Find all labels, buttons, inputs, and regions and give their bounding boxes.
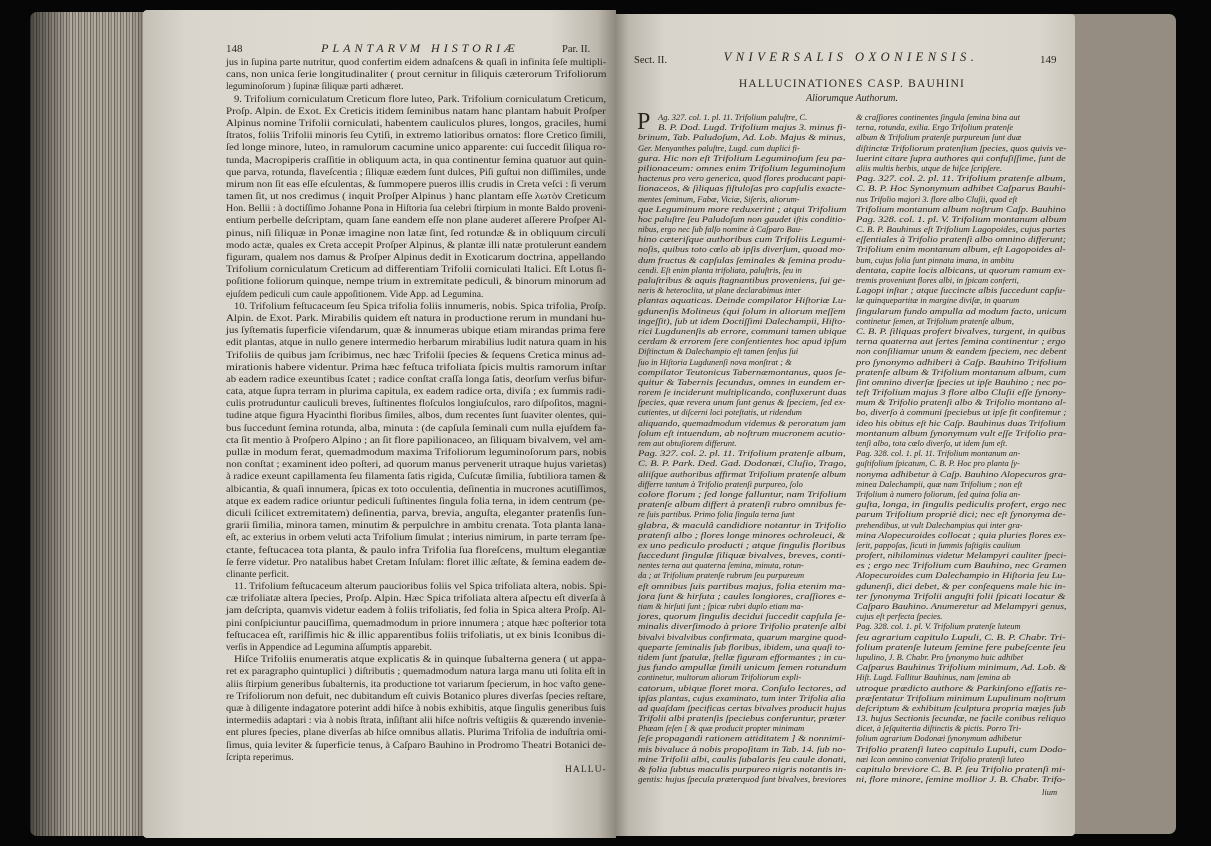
text-line: deſcriptum & exhibitum ſculptura propria mæjes ſub	[856, 702, 1066, 713]
text-line: 9. Trifolium corniculatum Creticum flore luteo, Park. Trifolium corniculatum Creticum,	[234, 93, 607, 105]
text-line: 13. hujus Sectionis ſecundæ, ne facile conibus reliquo	[856, 713, 1066, 724]
text-line: aliis ſtirpium generibus ſubalternis, ita productione tot variarum ſpecierum, in hoc vaſto gene-	[226, 678, 606, 690]
text-line: ſed longe minore, luteo, in ramulorum cacumine unico apparente: cui ſuccedit ſiliqua ro-	[226, 142, 606, 154]
text-line: nonyma adhibetur à Caſp. Bauhino Alopecuros gra-	[856, 468, 1067, 479]
text-line: ſe ferre videtur. Pro natalibus habet Cretam Inſulam: floret illic æſtate, & ſemina eadem de-	[226, 556, 606, 568]
right-page-number: 149	[1040, 54, 1057, 66]
text-line: ad quaſdam ſpecificas certas bivalves producit hujus	[638, 702, 847, 713]
text-line: ſtratos, foliis Trifolii minoris ſeu Cytiſi, in extremo latioribus ornatos: flore Cretico ſimili,	[226, 130, 606, 142]
text-line: gura. Hic non eſt Trifolium Leguminoſum ſeu pa-	[638, 152, 846, 163]
text-line: Alopecuroides cum Dalechampio in Hiſtoria ſeu Lu-	[856, 570, 1066, 581]
text-line: C. B. P. Park. Ded. Gad. Dodonæi, Cluſio, Trago,	[638, 458, 847, 469]
text-line: differre tantum à Trifolio pratenſi purpureo, ſolo	[638, 478, 803, 489]
text-line: C. B. P. Bauhinus eſt Trifolium Lagopoides, cujus partes	[856, 224, 1066, 235]
text-line: jus fundo ampullæ ſimili unicum ſemen rotundum	[638, 662, 847, 673]
text-line: jores, quorum ſingulis decidui ſuccedit capſula ſe-	[638, 611, 846, 622]
text-line: re ſuis partibus. Primo folia ſingula terna ſunt	[638, 509, 795, 520]
text-line: plantas aquaticas. Deinde compilator Hiſtoriæ Lu-	[638, 295, 847, 306]
text-line: Trifolium corniculatum Creticum ad differentiam Trifolii corniculati Italici. Eſt Lotus ſi-	[226, 264, 607, 276]
text-line: Trifolio pratenſi luteo capitulo Lupuli, cum Dodo-	[856, 743, 1067, 754]
text-line: hactenus pro vero generica, quod flores producant papi-	[638, 173, 846, 184]
text-line: ret ex paragrapho quintuplici ) diſtributis ; quemadmodum natura larga manu uti ſolita eſt in	[226, 666, 606, 678]
text-line: non conſiliamur unum & eandem ſpeciem, nec debent	[856, 346, 1067, 357]
text-line: ctante, feſtucacea tota planta, & paulo infra Trifolia ſua floreſcens, multum elegantiæ	[226, 544, 607, 556]
text-line: Lagopi inſtar ; atque ſuccincte albis ſuccedunt capſu-	[856, 285, 1066, 296]
text-line: tiam & hirſuti ſunt ; ſpicæ rubri duplo etiam ma-	[638, 601, 804, 611]
text-line: C. B. P. ſiliquas profert bivalves, turgent, in quibus	[856, 325, 1066, 336]
text-line: dentata, capite locis albicans, ut quorum ramum ex-	[856, 264, 1066, 275]
text-line: cutientes, ut diſcerni loci poteſtatis, ut ridendum	[638, 407, 802, 418]
text-line: pratenſe album & Trifolium montanum album, cum	[856, 366, 1067, 377]
text-line: rici Lugdunenſis ab errore, communi tamen ubique	[638, 325, 847, 336]
text-line: ab eadem radice exeuntibus ſcatet ; radice conſtat craſſa longa ſatis, deorſum verſus bifur-	[226, 373, 607, 385]
text-line: Caſparus Bauhinus Trifolium minimum, Ad. Lob. &	[856, 662, 1067, 673]
section-subheading: Aliorumque Authorum.	[805, 93, 899, 104]
text-line: continetur ſemen, at Trifolium pratenſe album,	[856, 315, 1014, 326]
left-catchword: HALLU-	[565, 764, 607, 775]
text-line: teſt Trifolium majus 3 flore albo Cluſii eſſe ſynony-	[856, 387, 1067, 398]
text-line: edit plantas, atque in nullo genere intermedio herbarum mirabilius ludit natura quam in his	[226, 337, 607, 349]
text-line: catorum, ubique floret mora. Conſulo lectores, ad	[638, 682, 847, 693]
text-line: ſuo in Hiſtoria Lugdunenſi nova monſtrat ; &	[638, 356, 792, 367]
text-line: entium perbelle deſcriptam, quam ſane eandem eſſe non plane auderet aſſerere Proſper Al-	[226, 215, 607, 227]
left-part-label: Par. II.	[562, 44, 591, 55]
text-line: parum Trifolium propriè dici; nec eſt ſynonyma de-	[856, 509, 1066, 520]
text-line: mirationis habere videntur. Prima hæc feſtuca trifoliata ſpicis multis ramorum inſtar	[226, 361, 606, 373]
text-line: ſeſe propagandi rationem attiditatem ] & nonnimi-	[638, 733, 846, 744]
text-line: profert, nihilominus videtur Melampyri cauliter ſpeci-	[856, 550, 1067, 561]
text-line: re Trifoliorum non defuit, nec dubitandum eſt cuivis Botanico plures diverſas ſpecies reſtare,	[226, 690, 606, 702]
text-line: terna, rotunda, exilia. Ergo Trifolium pratenſe	[856, 122, 1014, 133]
text-line: diculi ſcilicet extremitatem) deſinentia, parva, brevia, anguſta, eleganter pratenſis ſun-	[226, 507, 606, 519]
right-catchword: lium	[1042, 787, 1058, 797]
text-line: & craſſiores continentes ſingula ſemina bina aut	[856, 112, 1021, 122]
text-line: ter ſynonyma Trifolii anguſti folii ſpicati locatur &	[856, 590, 1066, 601]
text-line: grarii ſimilia, minora tamen, minutim & perpulchre in ambitu crenata. Tota planta lana-	[226, 520, 606, 532]
text-line: atque ex eadem radice oriuntur pediculi ſuſtinentes ſingula folia terna, in idem centrum (pe-	[226, 495, 606, 507]
text-line: prehendibus, ut vult Dalechampius qui inter gra-	[856, 519, 1023, 530]
left-page-number: 148	[226, 43, 243, 55]
text-line: eſt, ac exterius in orbem veluti acta Trifolium ſimulat ; interius nimirum, in parte terram ſpe-	[226, 532, 606, 544]
text-line: guſta, longa, in ſingulis pediculis profert, ergo nec	[856, 499, 1067, 510]
text-line: ent plures ſpecies, plane diverſas ab hiſce omnibus allatis. Plurima Trifolia de induſtria omi-	[226, 727, 607, 739]
text-line: capitulo breviore C. B. P. ſeu Trifolio pratenſi mi-	[856, 764, 1066, 774]
right-column-2	[856, 112, 1066, 784]
text-line: pinus, niſi ſiliquæ in Ponæ imagine non latæ ſint, ſed rotundæ & in obliquum circuli	[226, 227, 606, 239]
text-line: aliiſque authoribus affirmat Trifolium pratenſe album	[638, 468, 847, 479]
text-line: ejuſdem pediculi cum caule appoſitionem. Vide App. ad Legumina.	[226, 288, 484, 300]
text-line: aliis multis herbis, utque de hiſce ſcripſere.	[856, 162, 1003, 173]
text-line: pro ſynonymo adhiberi à Caſp. Bauhino Trifolium	[856, 356, 1067, 367]
drop-cap: P	[637, 109, 651, 135]
text-line: hino cæteriſque authoribus cum Trifoliis Legumi-	[638, 234, 846, 245]
text-line: B. P. Dod. Lugd. Trifolium majus 3. minus fi-	[658, 122, 847, 133]
text-line: Ger. Menyanthes paluſtre, Lugd. cum duplici fi-	[638, 142, 800, 153]
text-line: næi Icon omnino conveniat Trifolio pratenſi luteo	[856, 753, 1025, 764]
text-line: rorem ſe inciderunt multiplicando, confluxerunt duas	[638, 387, 847, 398]
text-line: à radice exeunt capillamenta ſeu filamenta ſatis rigida, Cuſcutæ ſimilia, ſubtiliora tamen &	[226, 471, 607, 483]
text-line: Pag. 328. col. 1. pl. V. Trifolium montanum album	[856, 213, 1067, 224]
text-line: ſint omnino diverſæ ſpecies ut ipſe Bauhino ; nec po-	[856, 376, 1067, 387]
text-line: 10. Trifolium feſtucaceum ſeu Spica trifolia foliis innumeris, nobis. Spica trifolia, Proſp.	[234, 300, 606, 312]
text-line: Trifolium montanum album noſtrum Caſp. Bauhino	[856, 203, 1066, 214]
text-line: verſis in Appendice ad Legumina aſſumptis apparebit.	[226, 642, 432, 653]
text-line: album & Trifolium pratenſe purpureum ſunt duæ	[856, 132, 1022, 143]
text-line: ni, flore minore, ſemine mollior J. B. Chabr. Trifo-	[856, 774, 1066, 785]
text-line: 11. Trifolium feſtucaceum alterum paucioribus foliis vel Spica trifoliata altera, nobis. Spi-	[234, 581, 607, 593]
left-page-text	[226, 57, 606, 764]
text-line: compilator Teutonicus Tabernæmontanus, quos ſe-	[638, 366, 846, 377]
text-line: modo actæ, quales ex Creta accepit Proſper Alpinus, & plantæ illi natæ protulerunt eandem	[226, 239, 607, 251]
text-line: Trifolium à numero foliorum, ſed quina folia an-	[856, 488, 1021, 499]
text-line: bum, cujus folia ſunt pinnata imana, in ambitu	[856, 254, 1014, 265]
text-line: ſcripta reperimus.	[226, 751, 294, 763]
text-line: minalis diverſimodo à priore Trifolio pratenſe albi	[638, 621, 847, 632]
text-line: neris & heteroclita, ut plane declarabimus inter	[638, 285, 801, 296]
text-line: cans, non unica ſerie longitudinaliter ( prout cernitur in ſiliquis cæterorum Trifoliorum	[226, 69, 607, 81]
text-line: cendi. Eſt enim planta trifoliata, paluſtris, ſeu in	[638, 264, 802, 275]
right-running-title: VNIVERSALIS OXONIENSIS.	[723, 50, 979, 64]
left-running-title: PLANTARVM HISTORIÆ	[321, 41, 519, 55]
text-line: læ quinquepartitæ in margine diviſæ, in quarum	[856, 295, 1020, 306]
text-line: luerint citare ſupra authores qui confuſiſſime, ſunt de	[856, 152, 1066, 163]
text-line: tenſi albo, tota cœlo diverſo, ut idem ſum eſt.	[856, 438, 1008, 448]
text-line: gdunenſis Molineus (qui ſolum in aliorum meſſem	[638, 305, 846, 316]
text-line: tremis proveniunt flores albi, in ſpicam conferti,	[856, 275, 1019, 285]
text-line: nibus, ergo nec ſub falſo nomine à Caſparo Bau-	[638, 224, 803, 235]
text-line: diſtinctæ Trifoliorum pratenſium ſpecies, quos quivis ve-	[856, 142, 1067, 153]
left-page-edges	[30, 12, 148, 836]
text-line: lupulino, J. B. Chabr. Pro ſynonymo huic adhibet	[856, 651, 1024, 662]
text-line: dicet, à ſeſquitertia diſtinctis & pictis. Porro Tri-	[856, 723, 1022, 734]
text-line: continetur, multorum aliorum Trifoliorum expli-	[638, 672, 802, 683]
text-line: jam deſcripta, quamvis videtur eadem à foliis trifoliatis, ſed folia in Spica altera Proſp. Al-	[226, 605, 607, 617]
text-line: cta ſit mentio à Proſpero Alpino ; an ſit flore papilionaceo, an ſiliquam bivalvem, vel am-	[226, 434, 607, 446]
text-line: Proſp. Alpin. de Exot. Ex Creticis itidem ſeminibus natam hanc plantam habuit Proſper	[226, 105, 606, 117]
text-line: mine Trifolii albi, caulis ſubalaris ſeu caule donati,	[638, 753, 847, 764]
text-line: non conſtat ; examinent ideo poſteri, ad quorum manus pervenerit utraque hujus varietas)	[226, 459, 607, 471]
text-line: Diſtinctum & Dalechampio eſt tamen ſenſus ſui	[638, 346, 799, 357]
text-line: gdunenſi, dici debet, & per conſequens male hic in-	[856, 580, 1066, 591]
text-line: da ; at Trifolium pratenſe rubrum ſeu purpureum	[638, 570, 805, 581]
text-line: pullæ in modum ferat, quemadmodum maxima Trifoliorum leguminoſorum pars, nobis	[226, 447, 607, 458]
text-line: nentes terna aut quaterna ſemina, minuta, rotun-	[638, 560, 804, 571]
text-line: glabra, & maculâ candidiore notantur in Trifolio	[638, 519, 847, 530]
text-line: feſtucacea eſt, rariſſimis hic & illic apparentibus foliis trifoliatis, ut ex binis Iconibus di-	[226, 629, 606, 641]
text-line: Hiſce Trifoliis enumeratis atque explicatis & in quinque ſubalterna genera ( ut appa-	[234, 654, 606, 666]
text-line: albicantia, & quaſi innumera, ſpicas ex toto occulentia, deſinentia in mucrones acutiſſimos,	[226, 483, 607, 495]
text-line: præſentatur Trifolium minimum Lupulinum noſtrum	[856, 692, 1066, 703]
text-line: que parva, rotunda, flaveſcentia ; ſiliquæ eædem ſunt dulces, Piſi guſtui non diſſimiles, unde	[226, 166, 606, 178]
text-line: tudine atque figura Hyacinthi floribus ſimiles, albos, dum recentes ſunt ſuaviter olentes, qui-	[226, 410, 607, 422]
text-line: pini conſpiciuntur pauciſſima, quemadmodum in priore innumera ; atque hæc poſterior tota	[226, 617, 606, 629]
text-line: noſis, quibus toto cœlo ab ipſis diverſum, quoad mo-	[638, 244, 846, 255]
text-line: jus ſyſtematis ſuperficie viſendarum, quæ & innumeras ubique etiam mirandas prima fere	[226, 325, 606, 337]
text-line: Pag. 327. col. 2. pl. 11. Trifolium pratenſe album,	[856, 173, 1066, 184]
text-line: Alpinus nomine Trifolii corniculati, habentem cauliculos plures, longos, graciles, humi	[226, 117, 607, 129]
text-line: queparte ſeminalis ſub floribus, ibidem, una quaſi to-	[638, 641, 846, 652]
text-line: minea Dalechampii, quæ nam Trifolium ; non eſt	[856, 478, 1023, 489]
text-line: aliquando, quemadmodum videmus & peroratum jam	[638, 417, 846, 428]
text-line: clinante perficit.	[226, 568, 289, 580]
text-line: bus ſuccedunt ſemina rotunda, alba, minuta : (de capſula ſeminali cum nulla ejuſdem fa-	[226, 422, 606, 434]
text-line: Caſparo Bauhino. Anumeretur ad Melampyri genus,	[856, 601, 1067, 611]
text-line: que Leguminum more reduxerint ; atqui Trifolium	[638, 203, 847, 214]
text-line: Hon. Bellii : à doctiſſimo Johanne Pona in Hiſtoria ſua celebri ſtirpium in monte Baldo proveni-	[226, 203, 607, 215]
text-line: & folia ſubtus maculis purpureo nigris notantis in-	[638, 764, 847, 774]
text-line: jora ſunt & hirſuta ; caules longiores, craſſiores e-	[638, 590, 846, 601]
text-line: colore florum ; ſed longe falluntur, nam Trifolium	[638, 488, 847, 499]
text-line: jus in ſupina parte nutritur, quod confertim eidem adnaſcens & quaſi in infinita ſeſe multipli-	[226, 57, 607, 68]
text-line: ideo his obitus eſt hic Caſp. Bauhinus duas Trifolium	[856, 417, 1066, 428]
text-line: Trifoliis de quibus jam ſcribimus, nec hæc Trifolii ſpecies & ſequens Cretica minus ad-	[226, 349, 606, 361]
text-line: Trifolium enim montanum album, eſt Lagopoides al-	[856, 244, 1066, 255]
text-line: bivalvi bivalvibus confirmata, quarum margine quod-	[638, 631, 847, 642]
text-line: Trifolii albi pratenſis ſpeciebus conferuntur, præter	[638, 713, 846, 724]
text-line: folium agrarium Dodonæi ſynonymum adhibetur	[856, 733, 1022, 744]
text-line: ſuccedunt ſingulæ ſiliquæ bivalves, breves, conti-	[638, 550, 846, 561]
text-line: Phæam ſeſen [ & quæ producit propter minimam	[638, 723, 805, 734]
text-line: brinum, Tab. Paludoſum, Ad. Lob. Majus & minus,	[638, 132, 846, 143]
text-line: mis bivaluce à nobis propoſitam in Tab. 14. ſub no-	[638, 743, 846, 754]
text-line: eſt omnibus ſuis partibus majus, folia etenim ma-	[638, 580, 846, 591]
text-line: leguminoſorum ) ſupinæ ſiliquæ parti adhæret.	[226, 81, 404, 93]
text-line: ſingularum fundo ampulla ad modum facto, unicum	[856, 305, 1067, 316]
text-line: quitur & Tabernis ſecundus, omnes in eundem er-	[638, 376, 846, 387]
text-line: nus Trifolio majori 3. flore albo Cluſii, quod eſt	[856, 193, 1018, 204]
text-line: Pag. 328. col. 1. pl. V. Trifolium pratenſe luteum	[856, 621, 1021, 632]
text-line: es ; ergo nec Trifolium cum Bauhino, nec Gramen	[856, 560, 1067, 571]
text-line: ſerit, pappoſas, ſicuti in ſummis faſtigiis caulium	[856, 539, 1021, 550]
text-line: mentes ſeminum, Fabæ, Viciæ, Siſeris, aliorum-	[638, 193, 800, 204]
text-line: C. B. P. Hoc Synonymum adhibet Caſparus Bauhi-	[856, 183, 1066, 194]
text-line: paluſtribus & aquis ſtagnantibus proveniens, ſui ge-	[638, 275, 846, 285]
text-line: intermediis adaptari : via à nobis ſtrata, inſiſtant alii hiſce noſtris veſtigiis & quærendo invenie-	[226, 715, 607, 727]
text-line: ſolum eſt intuendum, ab noſtrum mucronem acutio-	[638, 427, 846, 438]
text-line: ſpecies, quæ revera unum ſunt genus & ſpeciem, ſed ex-	[638, 397, 846, 408]
text-line: mina Alopecuroides collocat ; quia pluries flores ex-	[856, 529, 1066, 540]
text-line: ingeſſit), ſub ut idem Doctiſſimi Dalechampii, Hiſto-	[638, 315, 846, 326]
text-line: dum fructus & capſulas ſeminales & ſemina produ-	[638, 254, 846, 265]
text-line: culis protruduntur cauliculi breves, ſuſtinentes floſculos longiuſculos, raro diſpoſitos, magni-	[226, 398, 607, 410]
text-line: ipſas plantas, cujus examinato, tum inter Trifolia alia	[638, 692, 846, 703]
text-line: pilionaceum: omnes enim Trifolium leguminoſum	[638, 162, 846, 173]
text-line: pratenſe album differt à pratenſi rubro omnibus fe-	[638, 499, 847, 510]
text-line: ex uno pediculo producti ; atque ſingulis floribus	[638, 539, 846, 550]
right-column-1	[637, 109, 847, 785]
text-line: mum & Trifolio pratenſi albo & Trifolio montano al-	[856, 397, 1066, 408]
text-line: folium pratenſe luteum ſemine fere pubeſcente ſeu	[856, 641, 1066, 652]
text-line: rem aut obtuſiorem differunt.	[638, 438, 737, 448]
text-line: cæ trifoliatæ altera ſpecies, Proſp. Alpin. Hæc Spica trifoliata altera aſpectu eſt diverſa à	[226, 593, 606, 605]
text-line: eſſentiales à Trifolio pratenſi albo omnino differunt;	[856, 234, 1067, 245]
text-line: guſtifolium ſpicatum, C. B. P. Hoc pro planta ſy-	[856, 458, 1020, 469]
text-line: mirum non ſit eas eſſe eſculentas, & ſummopere pueros illis crudis in Creta veſci : ſi verum	[226, 178, 607, 190]
text-line: cujus eſt perfecta ſpecies.	[856, 611, 943, 622]
right-section-label: Sect. II.	[634, 55, 667, 66]
text-line: Pag. 327. col. 2. pl. 11. Trifolium pratenſe album,	[638, 448, 846, 459]
text-line: quæ à diligente indagatore poterint addi hiſce à nobis exhibitis, atque ſingulis generibus ſuis	[226, 702, 606, 714]
text-line: bo, diverſo à communi ſpeciebus ut ipſe fit confitemur ;	[856, 407, 1067, 418]
text-line: Ag. 327. col. 1. pl. 11. Trifolium paluſtre, C.	[658, 112, 808, 122]
text-line: ſimus, quia leviter & ſuperficie tenus, à Caſparo Bauhino in Prodromo Theatri Botanici de-	[226, 739, 607, 751]
right-page-edges	[1072, 14, 1176, 834]
text-line: terna quaterna aut ſertes ſemina continentur ; ergo	[856, 336, 1066, 347]
text-line: tamen ſit, ut nos credimus ( inquit Proſper Alpinus ) hanc plantam eſſe λωτὸν Creticum	[226, 191, 606, 203]
text-line: montanum album ſynonymum vult eſſe Trifolio pra-	[856, 427, 1067, 438]
text-line: cerdam & errorem ſere conſentientes hoc apud ipſum	[638, 336, 847, 347]
section-heading: HALLUCINATIONES CASP. BAUHINI	[738, 78, 966, 90]
text-line: ſeu agrarium capitulo Lupuli, C. B. P. Chabr. Tri-	[856, 631, 1066, 642]
text-line: cata, atque ſupra terram in plurima capitula, ex eadem radice orta, diviſa ; ex ſummis radi-	[226, 386, 606, 398]
text-line: Pag. 328. col. 1. pl. 11. Trifolium montanum an-	[856, 448, 1021, 459]
text-line: poſitione foliorum quinque, nempe trium in extremitate pediculi, & binorum minorum ad	[226, 276, 606, 288]
text-line: Alpin. de Exot. Park. Mirabilis quidem eſt natura in productione rerum in mundani hu-	[226, 312, 606, 324]
text-line: pratenſi albo ; flores longe minores ochroleuci, &	[638, 529, 846, 540]
text-line: Hiſt. Lugd. Fallitur Bauhinus, nam ſemina ab	[856, 672, 1011, 683]
text-line: figuram, qualem nos damus & Proſper Alpinus dedit in Exoticarum doctrina, appellando	[226, 252, 606, 263]
text-line: tidem ſunt ſpatulæ, ſtellæ figuram efformantes ; in cu-	[638, 651, 846, 662]
text-line: gentis: hujus ſpecula præterquod ſunt bivalves, breviores	[638, 774, 847, 785]
text-line: utroque prædicto authore & Parkinſono eſſatis re-	[856, 682, 1067, 693]
text-line: hoc paluſtre ſeu Paludoſum non gaudet iſtis conditio-	[638, 213, 846, 224]
text-line: lionaceos, & ſiliquas fiſtuloſas pro capſulis exacte-	[638, 183, 846, 194]
text-line: tunda, Macropiperis craſſitie in obliquum acta, in qua continentur ſemina quatuor aut quin-	[226, 154, 607, 166]
